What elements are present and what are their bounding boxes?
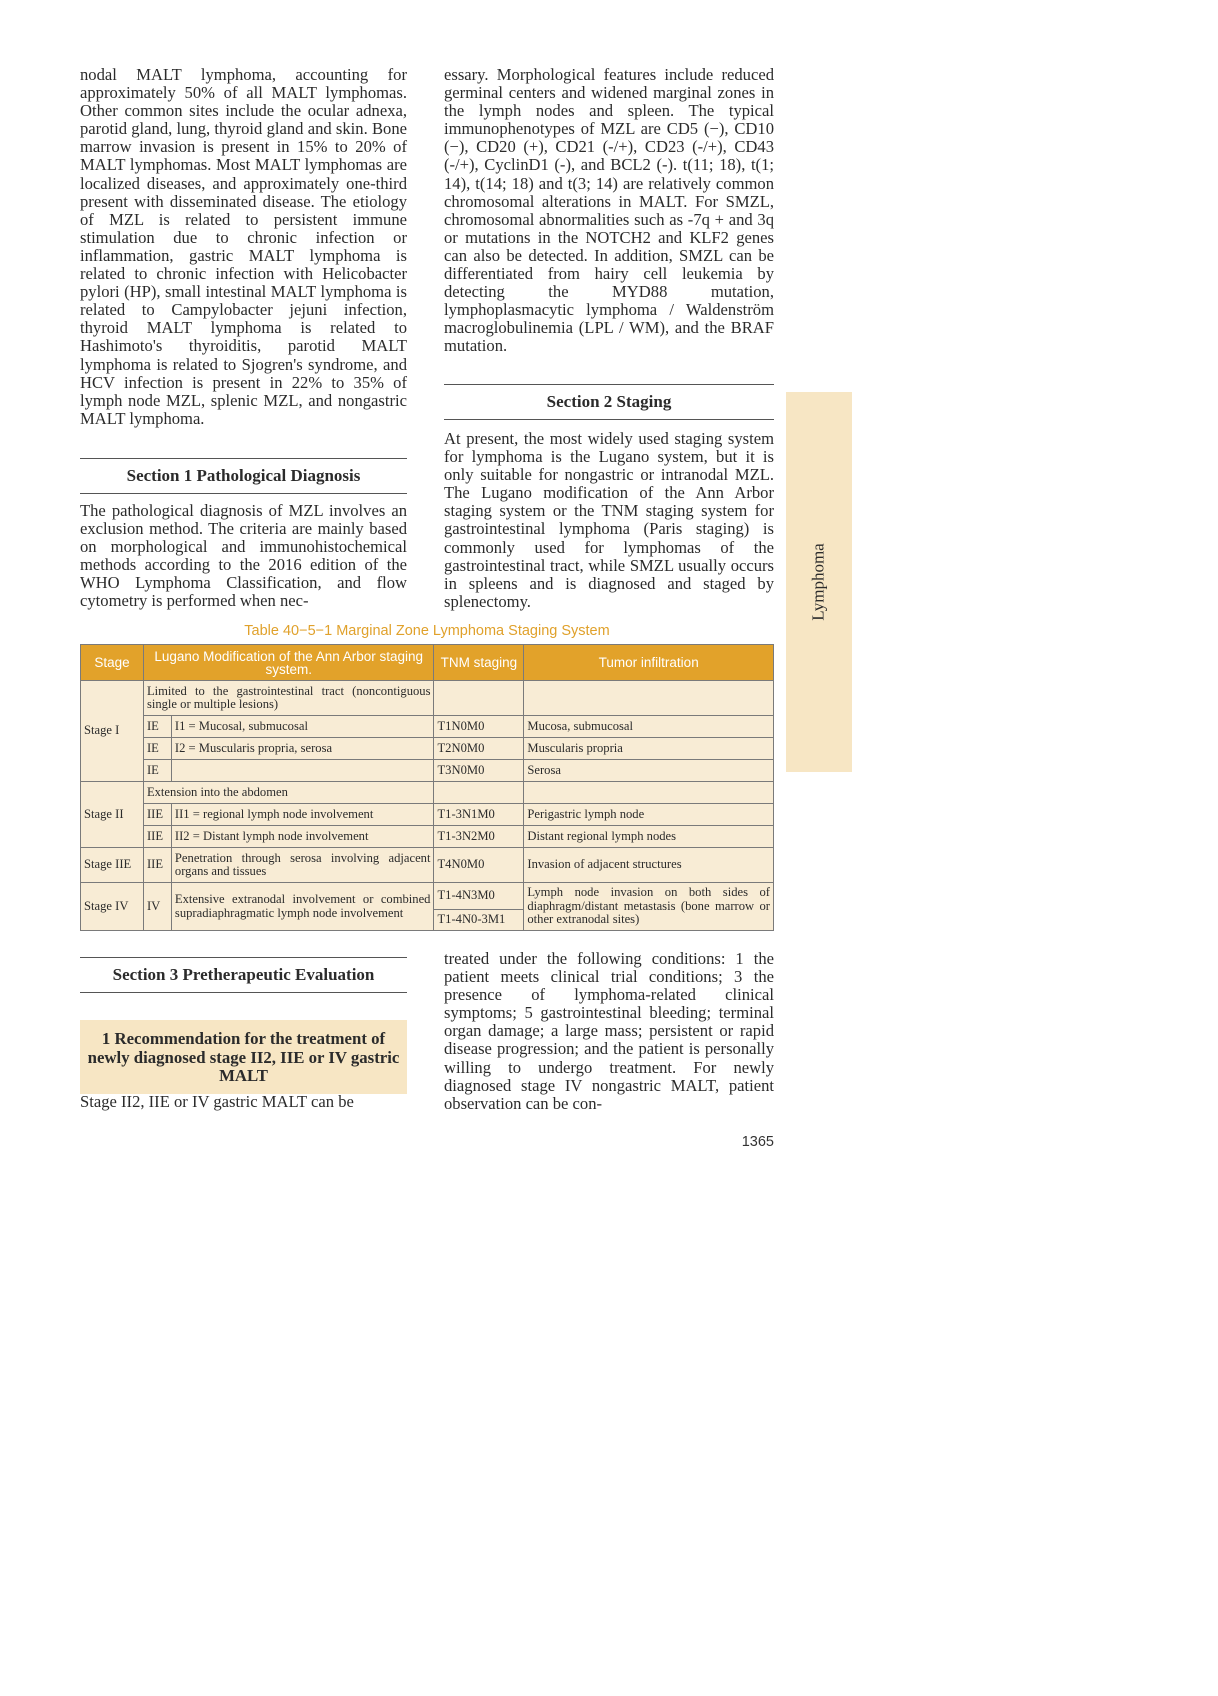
infiltration-cell: Mucosa, submucosal — [524, 716, 774, 738]
infiltration-cell: Distant regional lymph nodes — [524, 826, 774, 848]
section1-heading: Section 1 Pathological Diagnosis — [80, 458, 407, 494]
tnm-cell: T1-3N2M0 — [434, 826, 524, 848]
table-caption: Table 40−5−1 Marginal Zone Lymphoma Staging System — [244, 623, 610, 639]
staging-table — [80, 644, 774, 931]
infiltration-cell — [524, 681, 774, 716]
tnm-cell: T3N0M0 — [434, 760, 524, 782]
intro-paragraph: nodal MALT lymphoma, accounting for approximately 50% of all MALT lymphomas. Other common sites include the ocular adnexa, parotid gland, lung, thyroid gland and skin. Bone marrow invasion is present in 15% to 20% of MALT lymphomas. Most MALT lymphomas are localized diseases, and approximately one-third present with disseminated disease. The etiology of MZL is related to persistent immune stimulation due to chronic infection or inflammation, gastric MALT lymphoma is related to chronic infection with Helicobacter pylori (HP), small intestinal MALT lymphoma is related to Campylobacter jejuni infection, thyroid MALT lymphoma is related to Hashimoto's thyroiditis, parotid MALT lymphoma is related to Sjogren's syndrome, and HCV infection is present in 22% to 35% of lymph node MZL, splenic MZL, and nongastric MALT lymphoma. — [80, 65, 407, 428]
code-cell: IIE — [143, 826, 171, 848]
header-lugano: Lugano Modification of the Ann Arbor staging system. — [143, 645, 434, 681]
code-cell: IE — [143, 760, 171, 782]
stage-cell: Stage I — [81, 681, 144, 782]
table-row — [81, 782, 774, 804]
lugano-cell: Extensive extranodal involvement or combined supradiaphragmatic lymph node involvement — [171, 883, 434, 931]
stage-cell: Stage IV — [81, 883, 144, 931]
infiltration-cell: Serosa — [524, 760, 774, 782]
infiltration-cell: Lymph node invasion on both sides of diaphragm/distant metastasis (bone marrow or other extranodal sites) — [524, 883, 774, 931]
continuation-paragraph: essary. Morphological features include reduced germinal centers and widened marginal zones in the lymph nodes and spleen. The typical immunophenotypes of MZL are CD5 (−), CD10 (−), CD20 (+), CD21 (-/+), CD23 (-/+), CD43 (-/+), CyclinD1 (-), and BCL2 (-). t(11; 18), t(1; 14), t(14; 18) and t(3; 14) are relatively common chromosomal alterations in MALT. For SMZL, chromosomal abnormalities such as -7q + and 3q or mutations in the NOTCH2 and KLF2 genes can also be detected. In addition, SMZL can be differentiated from hairy cell leukemia by detecting the MYD88 mutation, lymphoplasmacytic lymphoma / Waldenström macroglobulinemia (LPL / WM), and the BRAF mutation. — [444, 65, 774, 356]
section2-text — [444, 430, 774, 611]
lugano-cell: Penetration through serosa involving adjacent organs and tissues — [171, 848, 434, 883]
lugano-cell: I2 = Muscularis propria, serosa — [171, 738, 434, 760]
code-cell: IIE — [143, 848, 171, 883]
section1-paragraph: The pathological diagnosis of MZL involves an exclusion method. The criteria are mainly based on morphological and immunohistochemical methods according to the 2016 edition of the WHO Lymphoma Classification, and flow cytometry is performed when nec- — [80, 501, 407, 611]
table-row — [81, 804, 774, 826]
table-row — [81, 760, 774, 782]
recommendation-box — [80, 1020, 407, 1094]
side-tab-label-wrap — [786, 392, 852, 772]
section3-left-text — [80, 1093, 407, 1111]
tnm-cell: T2N0M0 — [434, 738, 524, 760]
left-column-intro — [80, 66, 407, 428]
section3-right-paragraph: treated under the following conditions: 1 the patient meets clinical trial conditions; 3 the presence of lymphoma-related clinical symptoms; 5 gastrointestinal bleeding; terminal organ damage; a large mass; persistent or rapid disease progression; and the patient is personally willing to undergo treatment. For newly diagnosed stage IV nongastric MALT, patient observation can be con- — [444, 949, 774, 1113]
stage-cell: Stage IIE — [81, 848, 144, 883]
section3-heading: Section 3 Pretherapeutic Evaluation — [80, 957, 407, 993]
tnm-cell — [434, 681, 524, 716]
infiltration-cell: Muscularis propria — [524, 738, 774, 760]
tnm-cell: T1-3N1M0 — [434, 804, 524, 826]
table-row — [81, 681, 774, 716]
infiltration-cell: Invasion of adjacent structures — [524, 848, 774, 883]
table-row — [81, 826, 774, 848]
code-cell: IE — [143, 738, 171, 760]
tnm-cell: T1-4N0-3M1 — [434, 910, 524, 931]
code-cell: IE — [143, 716, 171, 738]
lugano-cell: Limited to the gastrointestinal tract (noncontiguous single or multiple lesions) — [143, 681, 434, 716]
page-number: 1365 — [741, 1134, 774, 1150]
stage-cell: Stage II — [81, 782, 144, 848]
header-stage: Stage — [81, 645, 144, 681]
section3-left-paragraph: Stage II2, IIE or IV gastric MALT can be — [80, 1092, 354, 1111]
tnm-cell — [434, 782, 524, 804]
tnm-cell: T4N0M0 — [434, 848, 524, 883]
tnm-cell: T1N0M0 — [434, 716, 524, 738]
table-row — [81, 848, 774, 883]
section1-text — [80, 502, 407, 611]
recommendation-title: 1 Recommendation for the treatment of newly diagnosed stage II2, IIE or IV gastric MALT — [87, 1029, 400, 1085]
table-row — [81, 883, 774, 910]
lugano-cell: I1 = Mucosal, submucosal — [171, 716, 434, 738]
code-cell: IIE — [143, 804, 171, 826]
lugano-cell: II2 = Distant lymph node involvement — [171, 826, 434, 848]
infiltration-cell: Perigastric lymph node — [524, 804, 774, 826]
lugano-cell: Extension into the abdomen — [143, 782, 434, 804]
right-column-continuation — [444, 66, 774, 356]
header-infiltration: Tumor infiltration — [524, 645, 774, 681]
infiltration-cell — [524, 782, 774, 804]
table-row — [81, 738, 774, 760]
side-tab-label: Lymphoma — [809, 543, 829, 621]
lugano-cell — [171, 760, 434, 782]
lugano-cell: II1 = regional lymph node involvement — [171, 804, 434, 826]
header-tnm: TNM staging — [434, 645, 524, 681]
table-row — [81, 716, 774, 738]
table-header-row — [81, 645, 774, 681]
section2-heading: Section 2 Staging — [444, 384, 774, 420]
section3-right-text — [444, 950, 774, 1113]
tnm-cell: T1-4N3M0 — [434, 883, 524, 910]
section2-paragraph: At present, the most widely used staging system for lymphoma is the Lugano system, but it is only suitable for nongastric or intranodal MZL. The Lugano modification of the Ann Arbor staging system or the TNM staging system for gastrointestinal lymphoma (Paris staging) is commonly used for lymphomas of the gastrointestinal tract, while SMZL usually occurs in spleens and is diagnosed and staged by splenectomy. — [444, 429, 774, 611]
code-cell: IV — [143, 883, 171, 931]
